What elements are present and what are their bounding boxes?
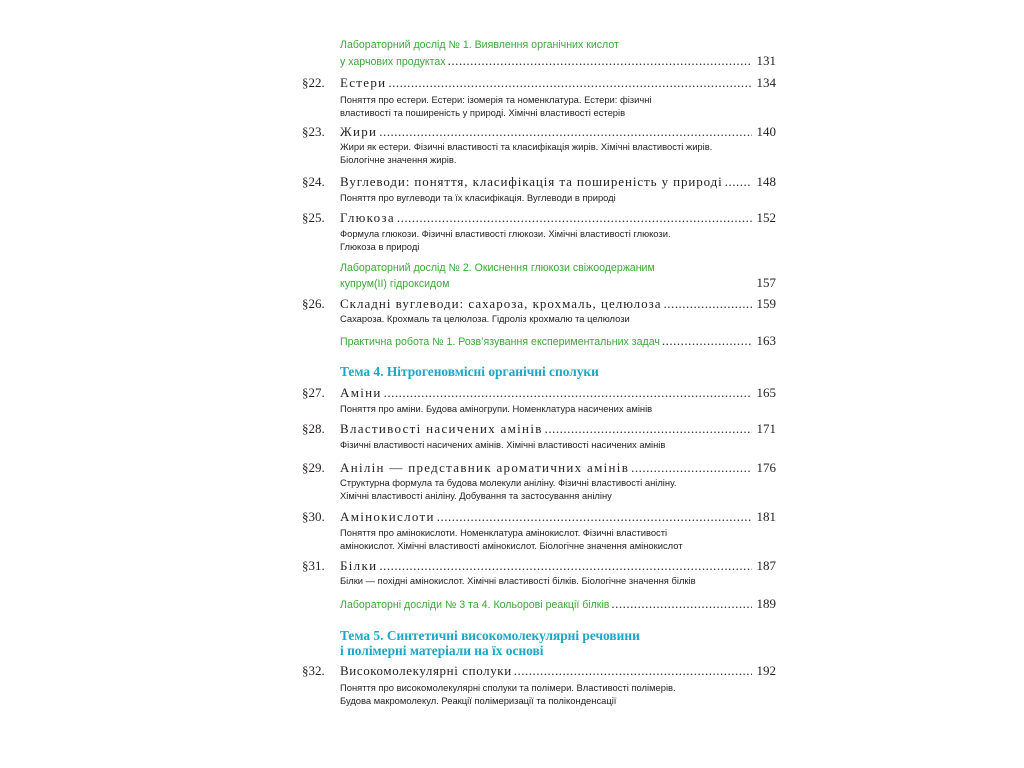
summary-line: амінокислот. Хімічні властивості амінокислот. Біологічне значення амінокислот: [340, 539, 683, 551]
section-number: §22.: [302, 75, 325, 90]
section-summary: [340, 313, 776, 326]
summary-line: Поняття про амінокислоти. Номенклатура амінокислот. Фізичні властивості: [340, 527, 668, 538]
leader-dots: [379, 124, 752, 139]
section-summary: [340, 228, 776, 253]
page-number: 171: [756, 421, 776, 436]
section-summary: [340, 439, 776, 452]
summary-line: Поняття про аміни. Будова аміногрупи. Номенклатура насичених амінів: [340, 403, 653, 414]
section-summary: [340, 477, 776, 502]
page-number: 134: [756, 75, 776, 90]
page-number: 163: [756, 333, 776, 348]
section-title: Білки: [340, 558, 378, 573]
page-number: 148: [756, 174, 776, 189]
leader-dots: [384, 385, 752, 400]
section-summary: [340, 94, 776, 119]
leader-dots: [437, 509, 752, 524]
leader-dots: [631, 460, 752, 475]
section-title: Вуглеводи: поняття, класифікація та поширеність у природі: [340, 174, 723, 189]
summary-line: Будова макромолекул. Реакції полімеризації та поліконденсації: [340, 694, 617, 706]
toc-entry-23: [302, 124, 776, 139]
leader-dots: [514, 663, 752, 678]
section-number: §28.: [302, 421, 325, 436]
toc-entry-32: [302, 663, 776, 678]
page-number: 189: [756, 596, 776, 611]
summary-line: Сахароза. Крохмаль та целюлоза. Гідроліз крохмалю та целюлози: [340, 313, 630, 324]
page-number: 152: [756, 210, 776, 225]
section-number: §31.: [302, 558, 325, 573]
leader-dots: [725, 174, 752, 189]
section-summary: [340, 575, 776, 588]
lab1-entry-line2: [340, 53, 776, 69]
section-number: §27.: [302, 385, 325, 400]
section-number: §26.: [302, 296, 325, 311]
toc-entry-25: [302, 210, 776, 225]
summary-line: Поняття про естери. Естери: ізомерія та номенклатура. Естери: фізичні: [340, 94, 652, 105]
page-number: 159: [756, 296, 776, 311]
summary-line: Жири як естери. Фізичні властивості та класифікація жирів. Хімічні властивості жирів.: [340, 141, 713, 152]
summary-line: Фізичні властивості насичених амінів. Хімічні властивості насичених амінів: [340, 439, 666, 450]
lab2-title-line1: Лабораторний дослід № 2. Окиснення глюкози свіжоодержаним: [340, 262, 655, 274]
summary-line: властивості та поширеність у природі. Хімічні властивості естерів: [340, 106, 626, 118]
toc-entry-29: [302, 460, 776, 475]
toc-entry-22: [302, 75, 776, 90]
theme-title-line2: і полімерні матеріали на їх основі: [340, 643, 544, 658]
theme-title: Тема 4. Нітрогеновмісні органічні сполуки: [340, 364, 599, 379]
section-summary: [340, 403, 776, 416]
section-number: §32.: [302, 663, 325, 678]
section-number: §25.: [302, 210, 325, 225]
toc-entry-28: [302, 421, 776, 436]
section-summary: [340, 527, 776, 552]
toc-entry-31: [302, 558, 776, 573]
theme-4-heading: [340, 364, 776, 379]
summary-line: Біологічне значення жирів.: [340, 153, 457, 165]
section-title: Анілін — представник ароматичних амінів: [340, 460, 630, 475]
summary-line: Білки — похідні амінокислот. Хімічні властивості білків. Біологічне значення білків: [340, 575, 696, 586]
leader-dots: [397, 210, 752, 225]
section-number: §29.: [302, 460, 325, 475]
lab1-title-line2: у харчових продуктах: [340, 56, 446, 68]
lab34-entry: [340, 596, 776, 612]
leader-dots: [664, 296, 752, 311]
section-title: Естери: [340, 75, 387, 90]
page-number: 157: [756, 275, 776, 290]
summary-line: Хімічні властивості аніліну. Добування та застосування аніліну: [340, 489, 612, 501]
section-number: §24.: [302, 174, 325, 189]
theme-5-heading: [340, 628, 776, 658]
summary-line: Структурна формула та будова молекули аніліну. Фізичні властивості аніліну.: [340, 477, 677, 488]
toc-entry-30: [302, 509, 776, 524]
toc-entry-24: [302, 174, 776, 189]
section-summary: [340, 141, 776, 166]
leader-dots: [379, 558, 752, 573]
section-title: Амінокислоти: [340, 509, 435, 524]
lab1-title-line1: Лабораторний дослід № 1. Виявлення органічних кислот: [340, 39, 619, 51]
practical-work-1-entry: [340, 333, 776, 349]
section-number: §23.: [302, 124, 325, 139]
lab2-title-line2: купрум(II) гідроксидом: [340, 278, 450, 290]
toc-entry-26: [302, 296, 776, 311]
page-number: 176: [756, 460, 776, 475]
leader-dots: [388, 75, 752, 90]
section-summary: [340, 682, 776, 707]
lab2-entry-line2: [340, 275, 776, 291]
section-title: Жири: [340, 124, 378, 139]
summary-line: Глюкоза в природі: [340, 240, 420, 252]
page-number: 165: [756, 385, 776, 400]
summary-line: Формула глюкози. Фізичні властивості глюкози. Хімічні властивості глюкози.: [340, 228, 671, 239]
practical-work-title: Практична робота № 1. Розв’язування експериментальних задач: [340, 336, 660, 348]
toc-entry-27: [302, 385, 776, 400]
leader-dots: [545, 421, 752, 436]
summary-line: Поняття про високомолекулярні сполуки та полімери. Властивості полімерів.: [340, 682, 676, 693]
section-title: Глюкоза: [340, 210, 395, 225]
page-number: 181: [756, 509, 776, 524]
leader-dots: [611, 596, 752, 611]
page-number: 140: [756, 124, 776, 139]
leader-dots: [448, 53, 752, 68]
leader-dots: [662, 333, 752, 348]
section-number: §30.: [302, 509, 325, 524]
page-number: 131: [756, 53, 776, 68]
section-title: Аміни: [340, 385, 382, 400]
section-title: Властивості насичених амінів: [340, 421, 543, 436]
summary-line: Поняття про вуглеводи та їх класифікація. Вуглеводи в природі: [340, 192, 616, 203]
lab34-title: Лабораторні досліди № 3 та 4. Кольорові реакції білків: [340, 599, 610, 611]
section-title: Складні вуглеводи: сахароза, крохмаль, целюлоза: [340, 296, 662, 311]
page-number: 192: [756, 663, 776, 678]
section-summary: [340, 192, 776, 205]
lab2-entry: [340, 261, 776, 275]
lab1-entry: [340, 38, 776, 52]
theme-title-line1: Тема 5. Синтетичні високомолекулярні речовини: [340, 628, 640, 643]
page-number: 187: [756, 558, 776, 573]
section-title: Високомолекулярні сполуки: [340, 663, 512, 678]
